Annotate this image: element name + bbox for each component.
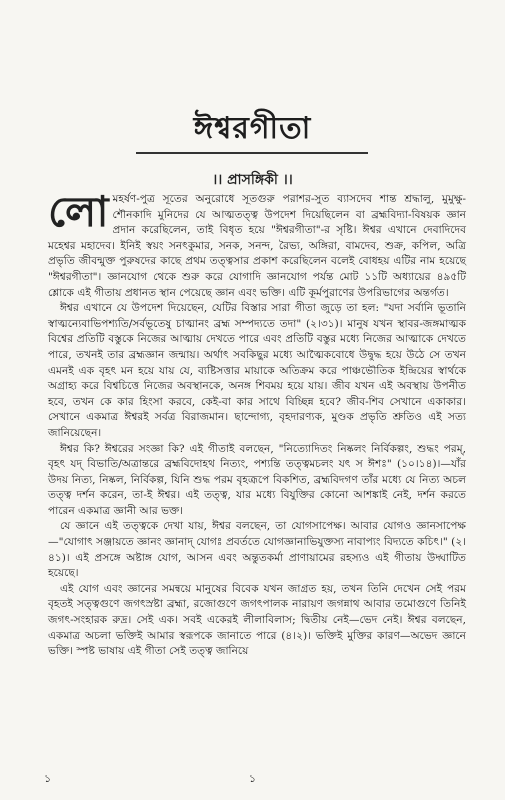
paragraph-text: মহর্ষণ-পুত্র সূতের অনুরোধে সূতগুরু পরাশর-সুত ব্যাসদেব শান্ত শ্রদ্ধালু, মুমুক্ষু-শৌনকাদি মুনিদের যে আত্মতত্ত্ব উপদেশ দিয়েছিলেন বা ব্রহ্মবিদ্যা-বিষয়ক জ্ঞান প্রদান করেছিলেন, তাই বিধৃত হয়ে "ঈশ্বরগীতা"-র সৃষ্টি। ঈশ্বর এখানে দেবাদিদেব মহেশ্বর মহাদেব। ইনিই স্বয়ং সনৎকুমার, সনক, সনন্দ, রৈভ্য, অঙ্গিরা, বামদেব, শুক্র, কপিল, অত্রি প্রভৃতি জীবন্মুক্ত পুরুষদের কাছে প্রথম তত্ত্বসার প্রকাশ করেছিলেন বলেই বোধহয় এটির নাম হয়েছে "ঈশ্বরগীতা"। জ্ঞানযোগ থেকে শুরু করে যোগাদি জ্ঞানযোগ পর্যন্ত মোট ১১টি অধ্যায়ের ৪৯৫টি শ্লোকে এই গীতায় প্রধানত স্থান পেয়েছে জ্ঞান এবং ভক্তি। এটি কূর্মপুরাণের উপরিভাগের অন্তর্গত।: [48, 193, 466, 299]
title-underline: [136, 152, 368, 154]
section-subtitle: ।। প্রাসঙ্গিকী ।।: [212, 172, 293, 188]
page-title: ঈশ্বরগীতা: [193, 111, 312, 146]
drop-cap: লো: [48, 187, 109, 236]
paragraph: ঈশ্বর এখানে যে উপদেশ দিয়েছেন, যেটির বিস্তার সারা গীতা জুড়ে তা হল: "যদা সর্বানি ভূতানি স্বাত্মন্যেবাভিপশ্যতি/সর্বভূতেষু চাত্মানং ব্রহ্ম সম্পদ্যতে তদা" (২।৩১)। মানুষ যখন স্থাবর-জঙ্গমাত্মক বিশ্বের প্রতিটি বস্তুকে নিজের আত্মায় দেখতে পারে এবং প্রতিটি বস্তুর মধ্যে নিজের আত্মাকে দেখতে পারে, তখনই তার ব্রহ্মজ্ঞান জন্মায়। অর্থাৎ সবকিছুর মধ্যে আত্মৈকবোধে উদ্বুদ্ধ হয়ে উঠে সে তখন এমনই এক বৃহৎ মন হয়ে যায় যে, ব্যষ্টিসত্তার মায়াকে অতিক্রম করে পাঞ্চভৌতিক ইন্দ্রিয়ের স্বার্থকে অগ্রাহ্য করে বিশ্বচিত্তে নিজের অবস্থানকে, অনঙ্গ শিবময় হয়ে যায়। জীব যখন এই অবস্থায় উপনীত হবে, তখন কে কার হিংসা করবে, কেই-বা কার সাথে বিচ্ছিন্ন হবে? জীব-শিব সেখানে একাকার। সেখানে একমাত্র ঈশ্বরই সর্বত্র বিরাজমান। ছান্দোগ্য, বৃহদারণ্যক, মুণ্ডক প্রভৃতি শ্রুতিও এই সত্য জানিয়েছেন।: [48, 302, 466, 439]
paragraph: যে জ্ঞানে এই তত্ত্বকে দেখা যায়, ঈশ্বর বলছেন, তা যোগসাপেক্ষ। আবার যোগও জ্ঞানসাপেক্ষ—"যোগাৎ সঞ্জায়তে জ্ঞানং জ্ঞানাদ্ যোগঃ প্রবর্ততে যোগজ্ঞানাভিযুক্তস্য নাবাপ্যং বিদ্যতে কচিৎ।" (২।৪১)। এই প্রসঙ্গে অষ্টাঙ্গ যোগ, আসন এবং অন্তুতকর্মা প্রাণায়ামের রহস্যও এই গীতায় উদ্ঘাটিত হয়েছে।: [48, 520, 466, 580]
paragraph: [48, 187, 466, 301]
page-number: ১: [248, 772, 257, 785]
paragraph: ঈশ্বর কি? ঈশ্বরের সংজ্ঞা কি? এই গীতাই বলছেন, "নিত্যোদিতং নিষ্কলং নির্বিকল্পং, শুদ্ধং পরম্, বৃহৎ যদ্ বিভাতি/অত্রান্তরে ব্রহ্মবিদোহথ নিত্যং, পশ্যন্তি তত্ত্বমচলং যৎ স ঈশঃ" (১০।১৪)।—যাঁর উদয় নিত্য, নিষ্কল, নির্বিকল্প, যিনি শুদ্ধ পরম বৃহত্রূপে বিকশিত, ব্রহ্মবিদগণ তাঁর মধ্যে যে নিত্য অচল তত্ত্ব দর্শন করেন, তা-ই ঈশ্বর। এই তত্ত্ব, যার মধ্যে বিযুক্তির কোনো আশঙ্কাই নেই, দর্শন করতে পারেন একমাত্র জ্ঞানী আর ভক্ত।: [48, 442, 466, 517]
body-text: [48, 187, 466, 660]
footer-mark: ১: [44, 772, 52, 785]
paragraph: এই যোগ এবং জ্ঞানের সমন্বয়ে মানুষের বিবেক যখন জাগ্রত হয়, তখন তিনি দেখেন সেই পরম বৃহতই সত্ত্বগুণে জগৎস্রষ্টা ব্রহ্মা, রজোগুণে জগৎপালক নারায়ণ জগন্নাথ আবার তমোগুণে তিনিই জগৎ-সংহারক রুদ্র। সেই এক। সবই একেরই লীলাবিলাস; দ্বিতীয় নেই—ভেদ নেই। ঈশ্বর বলছেন, একমাত্র অচলা ভক্তিই আমার স্বরূপকে জানাতে পারে (৪।২)। ভক্তিই মুক্তির কারণ—অভেদ জ্ঞানে ভক্তি। স্পষ্ট ভাষায় এই গীতা সেই তত্ত্ব জানিয়ে: [48, 582, 466, 658]
